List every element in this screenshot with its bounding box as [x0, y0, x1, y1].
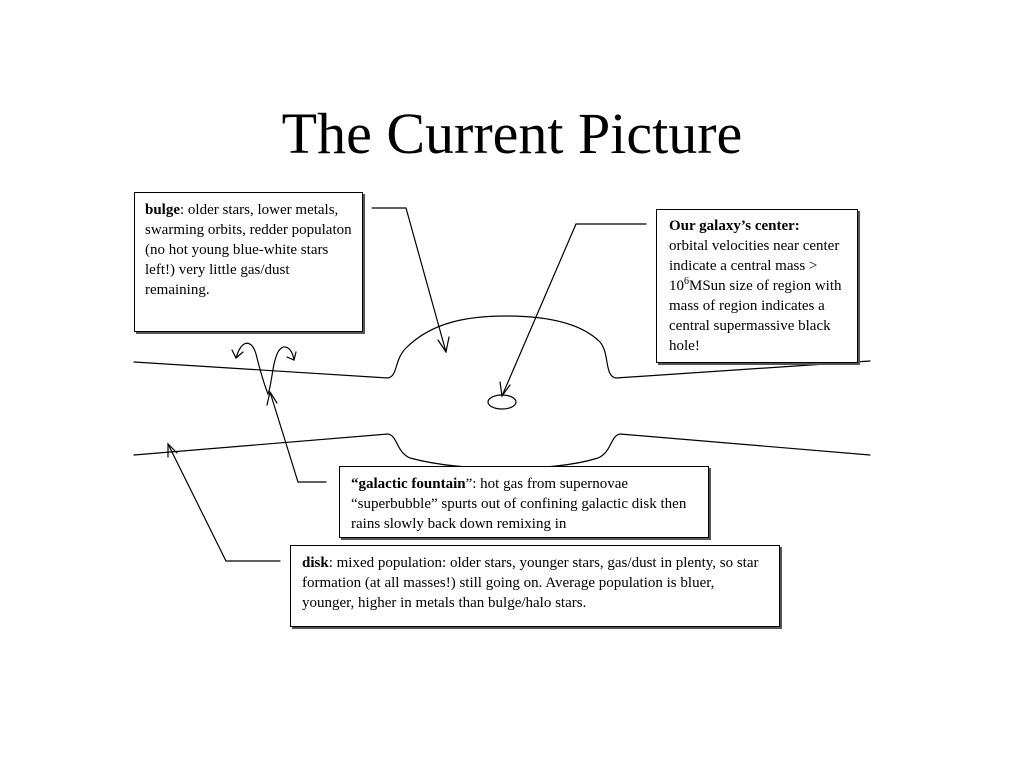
bulge-text: : older stars, lower metals, swarming orbits, redder populaton (no hot young blue-white stars left!) very little gas/dust remaining. [145, 202, 352, 298]
disk-pointer-line [168, 444, 280, 561]
disk-callout [290, 545, 780, 627]
galactic-fountain-callout [339, 466, 709, 538]
bulge-heading: bulge [145, 202, 181, 218]
bulge-pointer-line [372, 208, 446, 352]
center-text-before: orbital velocities near center indicate a central mass > 10 [669, 238, 840, 294]
center-heading: Our galaxy’s center: [669, 218, 800, 234]
slide-title: The Current Picture [281, 101, 743, 166]
disk-pointer-arrowhead [168, 444, 177, 457]
fountain-pointer-line [270, 392, 326, 482]
disk-heading: disk [302, 555, 329, 571]
disk-lower-edge [134, 434, 870, 468]
galactic-center-ellipse [488, 395, 516, 409]
galaxy-center-callout [656, 209, 858, 363]
disk-text: : mixed population: older stars, younger stars, gas/dust in plenty, so star formation (at all masses!) still going on. Average population is bluer, younger, higher in metals than bulge/halo stars. [302, 555, 759, 611]
center-text-after: MSun size of region with mass of region indicates a central supermassive black hole! [669, 278, 842, 354]
center-superscript: 6 [684, 276, 689, 287]
fountain-text: ”: hot gas from supernovae “superbubble” spurts out of confining galactic disk then rains slowly back down remixing in [351, 476, 687, 532]
fountain-heading: “galactic fountain [351, 476, 466, 492]
bulge-callout [134, 192, 363, 332]
center-pointer-line [502, 224, 646, 396]
